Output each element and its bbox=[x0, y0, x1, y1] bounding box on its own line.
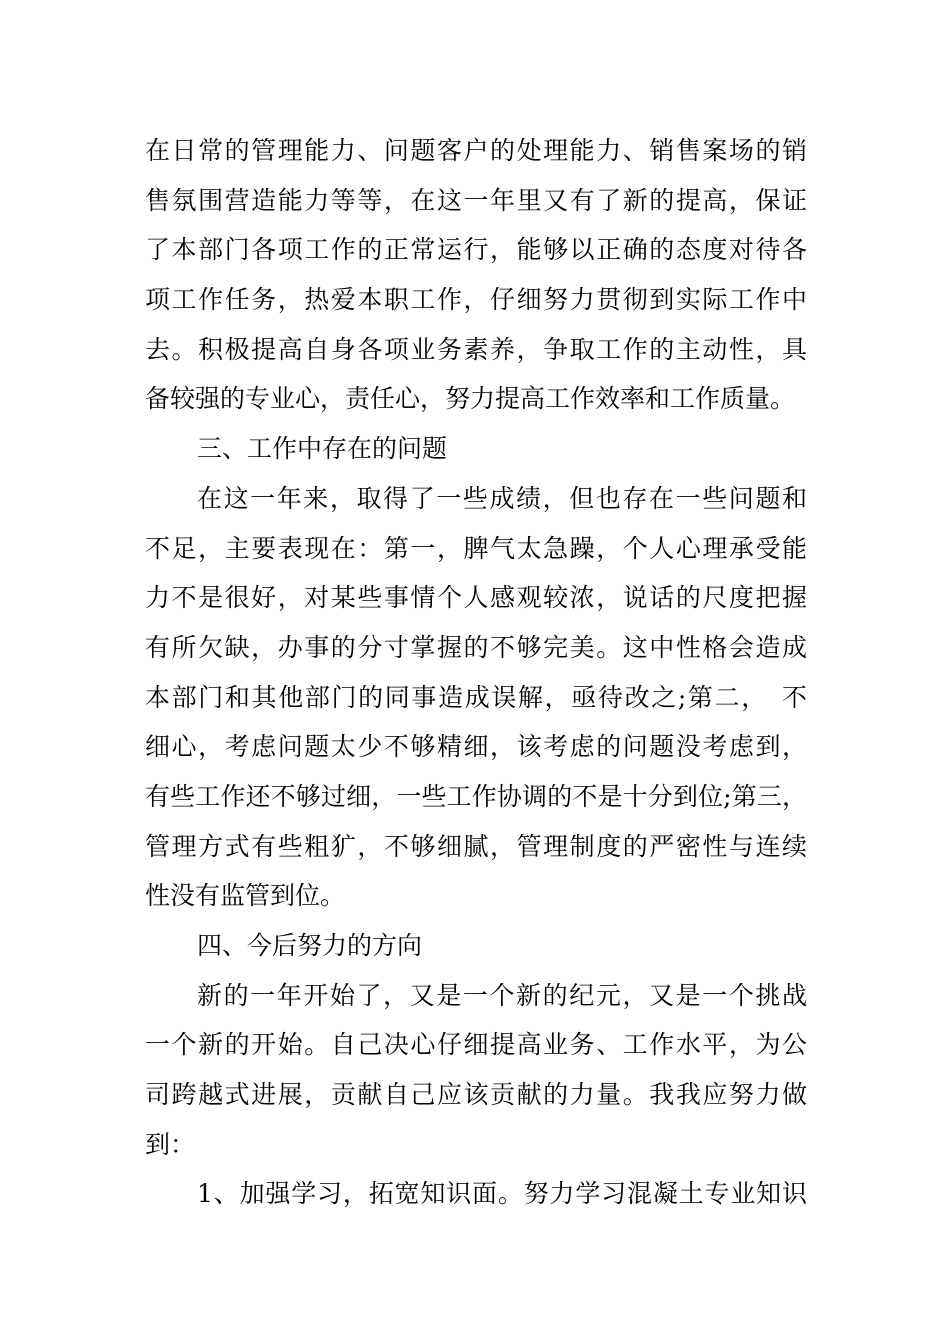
text-line: 有所欠缺，办事的分寸掌握的不够完美。这中性格会造成 bbox=[145, 632, 807, 662]
text-line: 一个新的开始。自己决心仔细提高业务、工作水平，为公 bbox=[145, 1030, 807, 1060]
text-line: 了本部门各项工作的正常运行，能够以正确的态度对待各 bbox=[145, 235, 807, 265]
text-line: 新的一年开始了，又是一个新的纪元，又是一个挑战 bbox=[197, 980, 807, 1010]
text-line: 有些工作还不够过细，一些工作协调的不是十分到位;第三， bbox=[145, 781, 807, 811]
text-line: 本部门和其他部门的同事造成误解，亟待改之;第二， 不 bbox=[145, 682, 807, 712]
text-line: 1、加强学习，拓宽知识面。努力学习混凝土专业知识 bbox=[197, 1179, 807, 1209]
text-line: 在日常的管理能力、问题客户的处理能力、销售案场的销 bbox=[145, 136, 807, 165]
text-line: 到： bbox=[145, 1129, 196, 1159]
text-line: 四、今后努力的方向 bbox=[197, 931, 423, 960]
text-line: 售氛围营造能力等等，在这一年里又有了新的提高，保证 bbox=[145, 185, 807, 215]
text-line: 不足，主要表现在：第一，脾气太急躁，个人心理承受能 bbox=[145, 533, 807, 563]
text-line: 管理方式有些粗犷，不够细腻，管理制度的严密性与连续 bbox=[145, 831, 807, 861]
text-line: 司跨越式进展，贡献自己应该贡献的力量。我我应努力做 bbox=[145, 1080, 807, 1110]
text-line: 去。积极提高自身各项业务素养，争取工作的主动性，具 bbox=[145, 334, 807, 364]
text-line: 力不是很好，对某些事情个人感观较浓，说话的尺度把握 bbox=[145, 583, 807, 613]
document-body bbox=[145, 126, 807, 1219]
text-line: 细心，考虑问题太少不够精细，该考虑的问题没考虑到， bbox=[145, 732, 807, 762]
text-line: 项工作任务，热爱本职工作，仔细努力贯彻到实际工作中 bbox=[145, 285, 807, 315]
text-line: 性没有监管到位。 bbox=[145, 881, 346, 911]
text-line: 在这一年来，取得了一些成绩，但也存在一些问题和 bbox=[197, 483, 807, 513]
text-line: 三、工作中存在的问题 bbox=[197, 434, 448, 464]
text-line: 备较强的专业心，责任心，努力提高工作效率和工作质量。 bbox=[145, 384, 796, 414]
